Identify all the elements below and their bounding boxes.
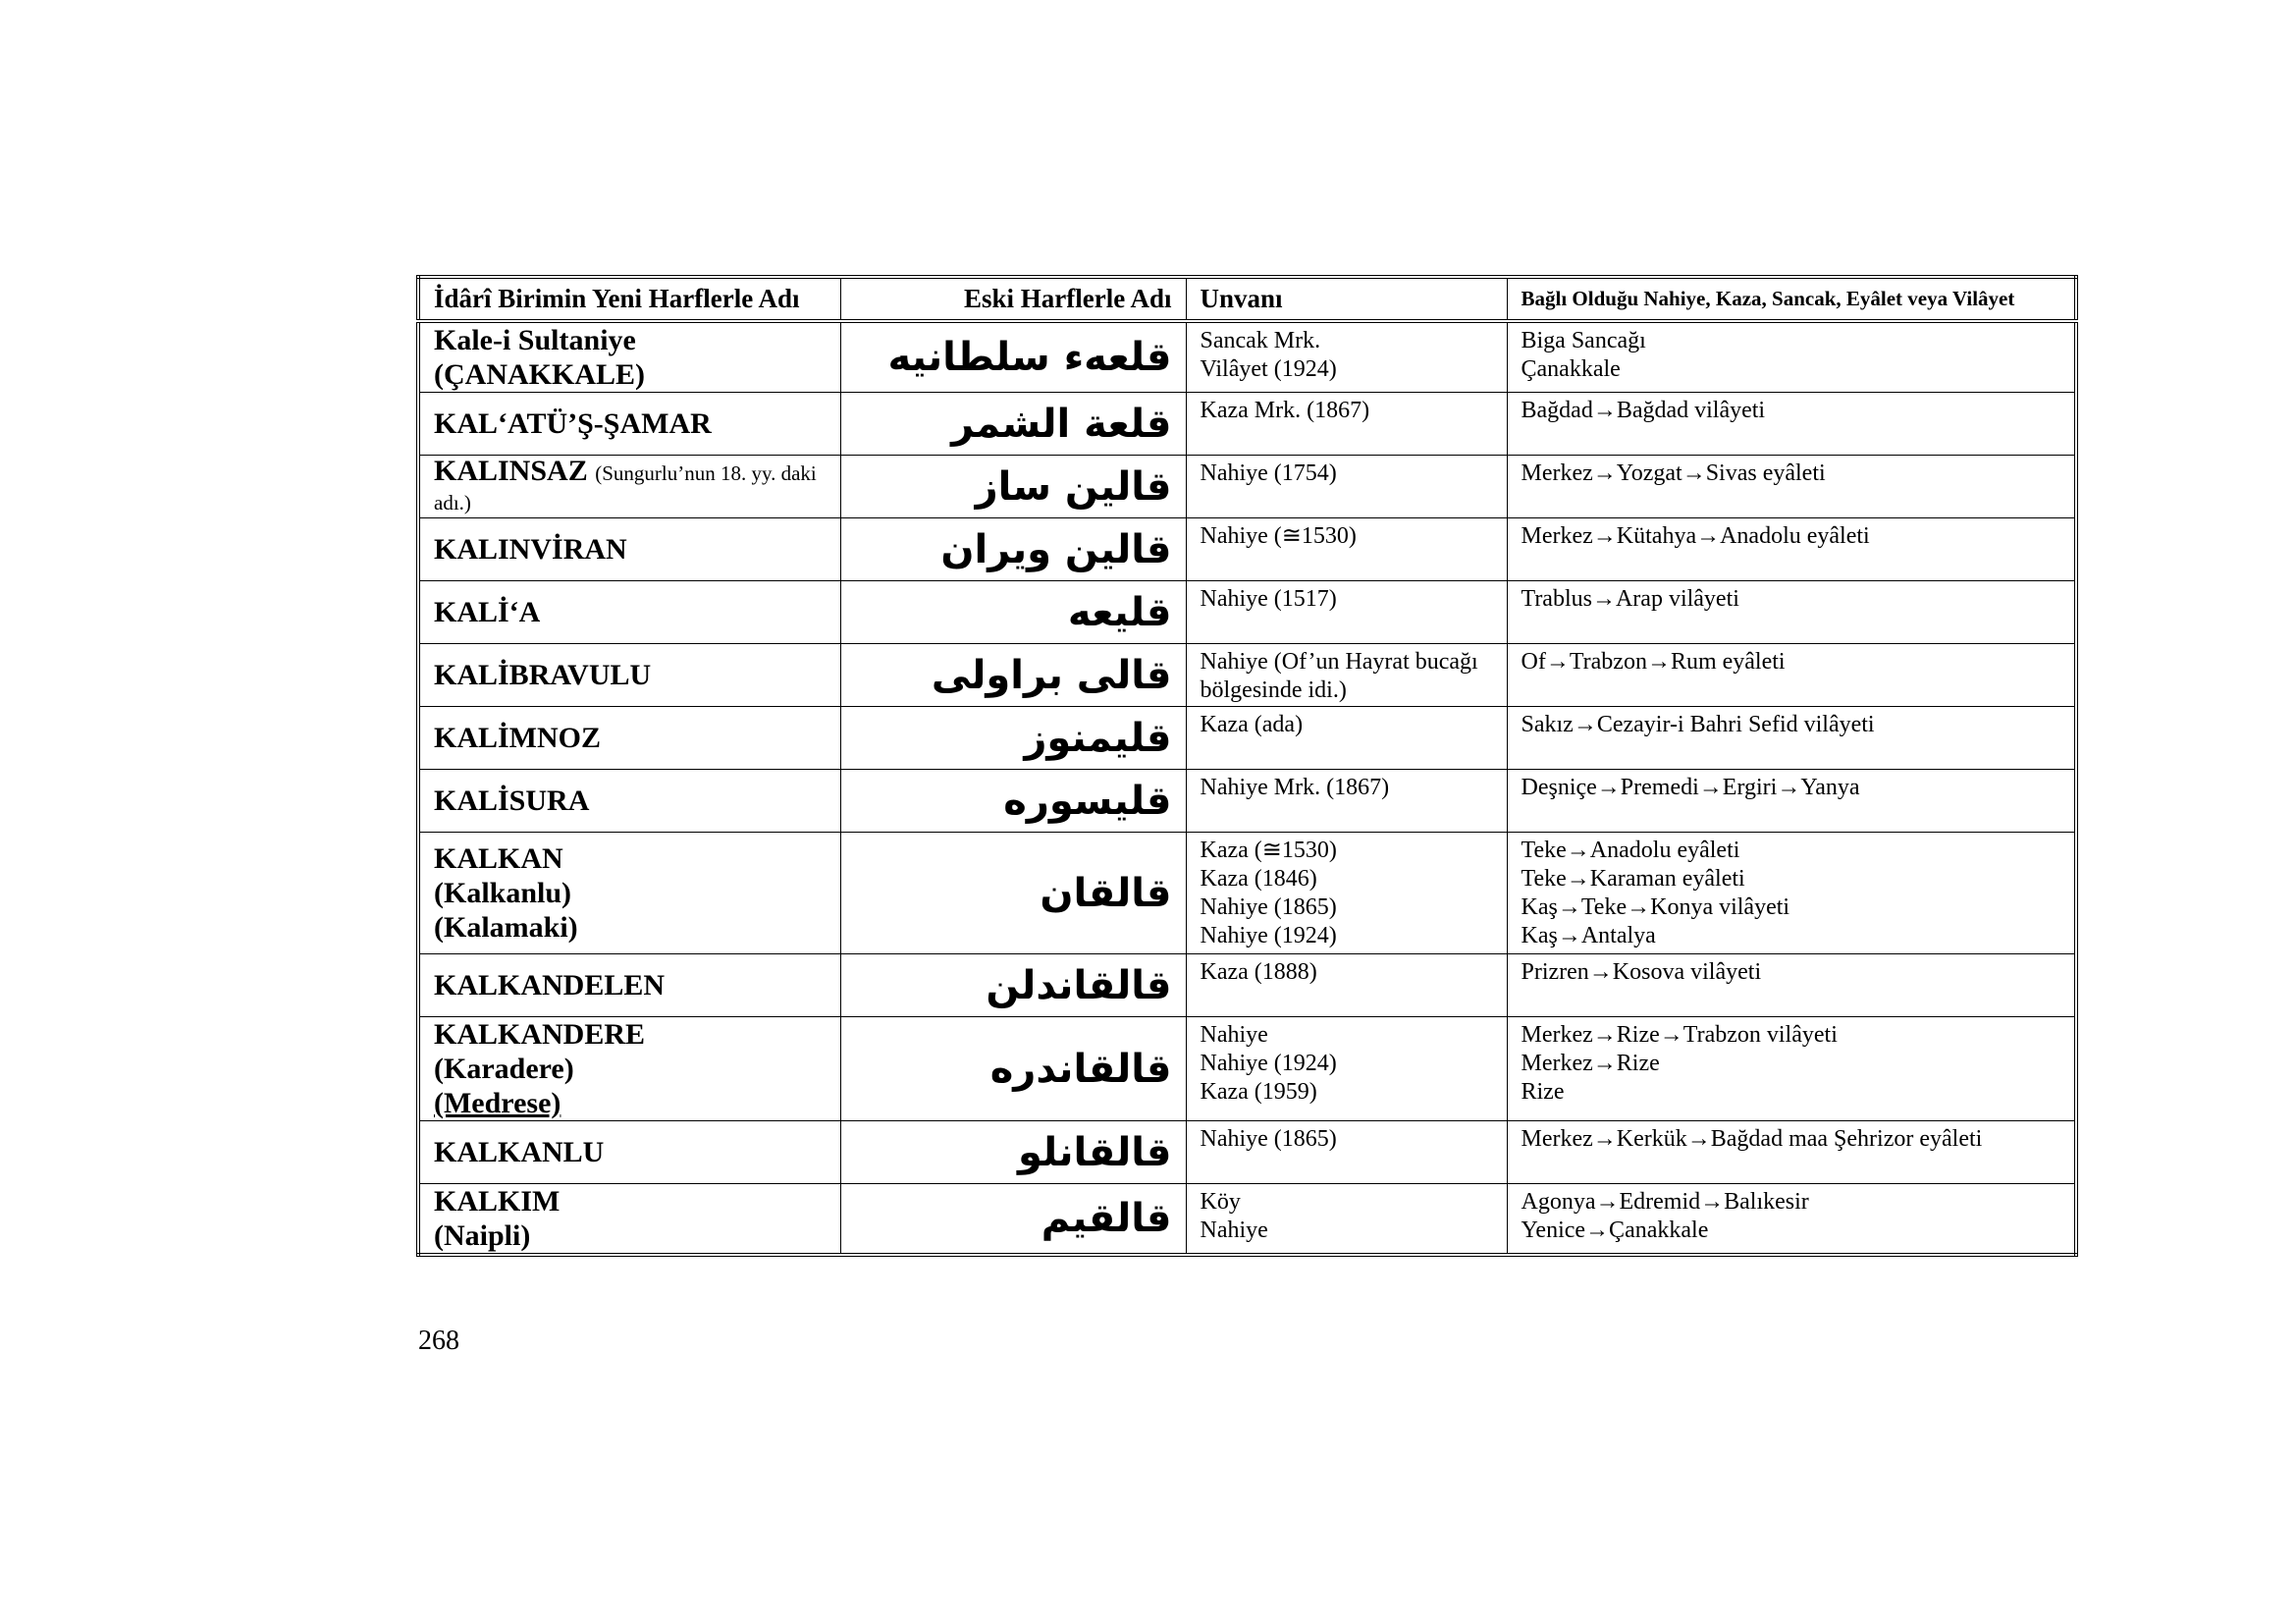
unit-name: (Naipli)	[434, 1219, 531, 1252]
table-header-row	[418, 277, 2076, 321]
unit-name: KALİBRAVULU	[434, 659, 652, 691]
affiliation-cell	[1507, 456, 2076, 518]
affiliation-line: Teke→Karaman eyâleti	[1521, 866, 1745, 892]
unit-name: KAL‘ATÜ’Ş-ŞAMAR	[434, 407, 712, 440]
title-cell	[1186, 581, 1507, 644]
affiliation-line: Merkez→Rize→Trabzon vilâyeti	[1521, 1022, 1838, 1048]
table-row	[418, 393, 2076, 456]
page-number: 268	[418, 1326, 459, 1356]
title-cell	[1186, 1017, 1507, 1121]
arabic-name-cell: قالقيم	[840, 1184, 1186, 1256]
arabic-name-cell: قليسوره	[840, 770, 1186, 833]
table-row	[418, 518, 2076, 581]
unit-name: (Kalamaki)	[434, 911, 578, 944]
title-cell	[1186, 1121, 1507, 1184]
affiliation-line: Prizren→Kosova vilâyeti	[1521, 959, 1762, 985]
table-row	[418, 1017, 2076, 1121]
affiliation-cell	[1507, 1121, 2076, 1184]
affiliation-line: Deşniçe→Premedi→Ergiri→Yanya	[1521, 775, 1860, 800]
affiliation-cell	[1507, 770, 2076, 833]
unit-name: KALINSAZ	[434, 454, 588, 487]
affiliation-line: Teke→Anadolu eyâleti	[1521, 838, 1740, 863]
title-line: Kaza (1888)	[1200, 959, 1317, 985]
title-line: Nahiye	[1200, 1022, 1268, 1048]
table-row	[418, 581, 2076, 644]
affiliation-line: Biga Sancağı	[1521, 328, 1646, 353]
affiliation-cell	[1507, 1184, 2076, 1256]
unit-name: KALKIM	[434, 1185, 561, 1218]
affiliation-line: Rize	[1521, 1079, 1565, 1105]
title-line: Vilâyet (1924)	[1200, 356, 1337, 382]
title-cell	[1186, 644, 1507, 707]
unit-name-cell	[418, 770, 840, 833]
unit-name: KALKANDELEN	[434, 969, 666, 1001]
affiliation-line: Merkez→Kütahya→Anadolu eyâleti	[1521, 523, 1870, 549]
table-row	[418, 1121, 2076, 1184]
affiliation-cell	[1507, 644, 2076, 707]
arabic-name-cell: قالقان	[840, 833, 1186, 954]
title-line: Nahiye (1924)	[1200, 1051, 1337, 1076]
title-line: Nahiye Mrk. (1867)	[1200, 775, 1390, 800]
unit-name-cell	[418, 581, 840, 644]
unit-name-cell	[418, 1184, 840, 1256]
affiliation-line: Çanakkale	[1521, 356, 1621, 382]
arabic-name-cell: قليمنوز	[840, 707, 1186, 770]
administrative-units-table	[416, 275, 2078, 1257]
unit-name-cell	[418, 456, 840, 518]
title-line: Nahiye (1517)	[1200, 586, 1337, 612]
table-body	[418, 321, 2076, 1255]
title-line: Nahiye (Of’un Hayrat bucağı	[1200, 649, 1478, 675]
affiliation-line: Of→Trabzon→Rum eyâleti	[1521, 649, 1786, 675]
table-row	[418, 770, 2076, 833]
unit-name-cell	[418, 1121, 840, 1184]
title-line: Kaza (ada)	[1200, 712, 1304, 737]
affiliation-cell	[1507, 321, 2076, 393]
unit-name: (Kalkanlu)	[434, 877, 572, 909]
title-line: Kaza (≅1530)	[1200, 838, 1337, 863]
table-row	[418, 833, 2076, 954]
title-line: Nahiye (1924)	[1200, 923, 1337, 948]
unit-name: (ÇANAKKALE)	[434, 358, 645, 391]
unit-name: KALİ‘A	[434, 596, 541, 628]
unit-name: KALKANDERE	[434, 1018, 646, 1051]
title-line: Nahiye	[1200, 1218, 1268, 1243]
title-cell	[1186, 1184, 1507, 1256]
title-cell	[1186, 707, 1507, 770]
affiliation-line: Kaş→Teke→Konya vilâyeti	[1521, 894, 1790, 920]
unit-name: KALİSURA	[434, 785, 590, 817]
arabic-name-cell: قالين ساز	[840, 456, 1186, 518]
table-row	[418, 954, 2076, 1017]
title-cell	[1186, 954, 1507, 1017]
unit-name-cell	[418, 833, 840, 954]
affiliation-line: Kaş→Antalya	[1521, 923, 1656, 948]
title-line: Nahiye (≅1530)	[1200, 523, 1357, 549]
unit-name-cell	[418, 518, 840, 581]
title-cell	[1186, 393, 1507, 456]
header-old-script-name: Eski Harflerle Adı	[840, 277, 1186, 321]
unit-name: KALINVİRAN	[434, 533, 627, 566]
unit-name: (Medrese)	[434, 1087, 561, 1119]
title-cell	[1186, 456, 1507, 518]
table-row	[418, 644, 2076, 707]
title-line: Sancak Mrk.	[1200, 328, 1321, 353]
unit-name: Kale-i Sultaniye	[434, 324, 636, 356]
header-affiliation: Bağlı Olduğu Nahiye, Kaza, Sancak, Eyâlet veya Vilâyet	[1507, 277, 2076, 321]
title-cell	[1186, 770, 1507, 833]
arabic-name-cell: قلعهء سلطانيه	[840, 321, 1186, 393]
unit-name-cell	[418, 707, 840, 770]
unit-name-cell	[418, 321, 840, 393]
affiliation-line: Merkez→Rize	[1521, 1051, 1660, 1076]
affiliation-line: Bağdad→Bağdad vilâyeti	[1521, 398, 1766, 423]
title-line: Köy	[1200, 1189, 1241, 1215]
affiliation-line: Merkez→Yozgat→Sivas eyâleti	[1521, 460, 1826, 486]
affiliation-cell	[1507, 833, 2076, 954]
affiliation-cell	[1507, 707, 2076, 770]
arabic-name-cell: قالين ويران	[840, 518, 1186, 581]
title-line: Nahiye (1865)	[1200, 894, 1337, 920]
unit-name: KALKANLU	[434, 1136, 605, 1168]
arabic-name-cell: قالقانلو	[840, 1121, 1186, 1184]
unit-name-cell	[418, 954, 840, 1017]
affiliation-cell	[1507, 954, 2076, 1017]
title-cell	[1186, 321, 1507, 393]
arabic-name-cell: قالى براولى	[840, 644, 1186, 707]
affiliation-line: Trablus→Arap vilâyeti	[1521, 586, 1739, 612]
unit-name-cell	[418, 644, 840, 707]
header-title: Unvanı	[1186, 277, 1507, 321]
table-row	[418, 707, 2076, 770]
title-line: Kaza Mrk. (1867)	[1200, 398, 1370, 423]
unit-name-note: (Sungurlu’nun 18. yy. daki adı.)	[434, 460, 817, 514]
title-line: bölgesinde idi.)	[1200, 677, 1347, 703]
title-line: Kaza (1846)	[1200, 866, 1317, 892]
title-line: Nahiye (1865)	[1200, 1126, 1337, 1152]
affiliation-line: Sakız→Cezayir-i Bahri Sefid vilâyeti	[1521, 712, 1875, 737]
affiliation-line: Merkez→Kerkük→Bağdad maa Şehrizor eyâleti	[1521, 1126, 1983, 1152]
header-new-script-name: İdârî Birimin Yeni Harflerle Adı	[418, 277, 840, 321]
unit-name-cell	[418, 393, 840, 456]
affiliation-cell	[1507, 1017, 2076, 1121]
unit-name: KALİMNOZ	[434, 722, 602, 754]
affiliation-cell	[1507, 581, 2076, 644]
unit-name-cell	[418, 1017, 840, 1121]
title-cell	[1186, 518, 1507, 581]
arabic-name-cell: قلعة الشمر	[840, 393, 1186, 456]
affiliation-cell	[1507, 393, 2076, 456]
unit-name: KALKAN	[434, 842, 563, 875]
arabic-name-cell: قليعه	[840, 581, 1186, 644]
title-line: Nahiye (1754)	[1200, 460, 1337, 486]
table-row	[418, 1184, 2076, 1256]
affiliation-line: Yenice→Çanakkale	[1521, 1218, 1709, 1243]
unit-name: (Karadere)	[434, 1053, 574, 1085]
affiliation-line: Agonya→Edremid→Balıkesir	[1521, 1189, 1809, 1215]
arabic-name-cell: قالقاندلن	[840, 954, 1186, 1017]
affiliation-cell	[1507, 518, 2076, 581]
table-row	[418, 321, 2076, 393]
title-cell	[1186, 833, 1507, 954]
arabic-name-cell: قالقاندره	[840, 1017, 1186, 1121]
title-line: Kaza (1959)	[1200, 1079, 1317, 1105]
table-row	[418, 456, 2076, 518]
